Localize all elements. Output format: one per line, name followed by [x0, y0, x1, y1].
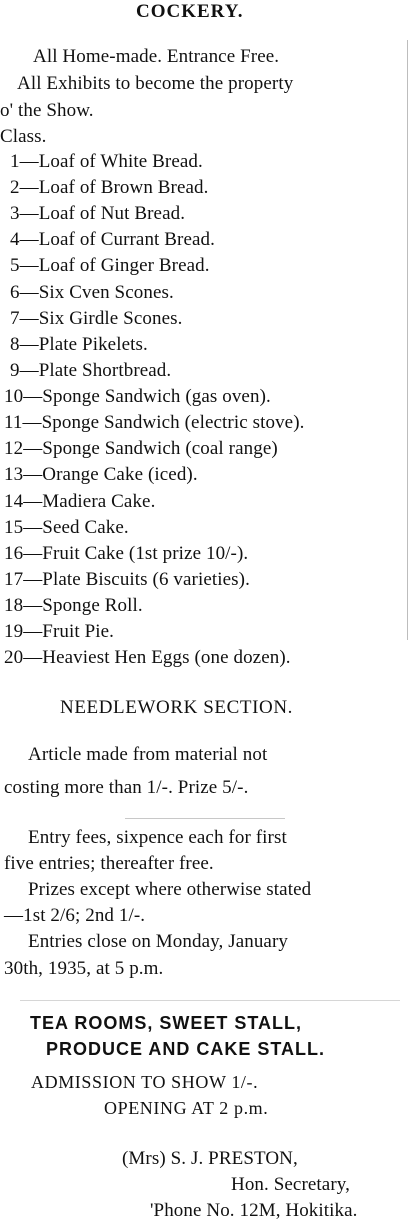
class-item-1: 1—Loaf of White Bread.: [10, 151, 203, 172]
stalls-line-2: PRODUCE AND CAKE STALL.: [46, 1039, 325, 1059]
secretary-phone: 'Phone No. 12M, Hokitika.: [150, 1200, 358, 1221]
class-item-12: 12—Sponge Sandwich (coal range): [4, 438, 278, 459]
class-item-7: 7—Six Girdle Scones.: [10, 308, 183, 329]
class-item-4: 4—Loaf of Currant Bread.: [10, 229, 215, 250]
admission-line: ADMISSION TO SHOW 1/-.: [31, 1072, 259, 1092]
needlework-title: NEEDLEWORK SECTION.: [60, 697, 294, 718]
class-item-13: 13—Orange Cake (iced).: [4, 464, 198, 485]
class-item-11: 11—Sponge Sandwich (electric stove).: [4, 412, 305, 433]
notes-line-2: five entries; thereafter free.: [4, 853, 214, 874]
notes-line-3: Prizes except where otherwise stated: [28, 879, 312, 900]
notes-line-4: —1st 2/6; 2nd 1/-.: [4, 905, 146, 926]
class-item-14: 14—Madiera Cake.: [4, 491, 156, 512]
class-item-16: 16—Fruit Cake (1st prize 10/-).: [4, 543, 249, 564]
class-item-19: 19—Fruit Pie.: [4, 621, 115, 642]
notes-line-1: Entry fees, sixpence each for first: [28, 827, 287, 848]
cookery-title: COCKERY.: [136, 1, 244, 22]
advert-divider: [20, 1000, 400, 1001]
opening-line: OPENING AT 2 p.m.: [104, 1098, 269, 1118]
class-item-15: 15—Seed Cake.: [4, 517, 129, 538]
class-item-8: 8—Plate Pikelets.: [10, 334, 148, 355]
class-item-3: 3—Loaf of Nut Bread.: [10, 203, 186, 224]
class-item-9: 9—Plate Shortbread.: [10, 360, 172, 381]
section-divider: [125, 818, 285, 819]
secretary-role: Hon. Secretary,: [231, 1174, 350, 1195]
class-item-20: 20—Heaviest Hen Eggs (one dozen).: [4, 647, 291, 668]
cookery-intro-1: All Home-made. Entrance Free.: [33, 46, 280, 67]
cookery-intro-2: All Exhibits to become the property: [17, 73, 294, 94]
notes-line-6: 30th, 1935, at 5 p.m.: [4, 958, 164, 979]
needlework-line-2: costing more than 1/-. Prize 5/-.: [4, 777, 249, 798]
class-item-17: 17—Plate Biscuits (6 varieties).: [4, 569, 250, 590]
needlework-line-1: Article made from material not: [28, 744, 268, 765]
class-item-10: 10—Sponge Sandwich (gas oven).: [4, 386, 271, 407]
class-label: Class.: [0, 126, 47, 147]
secretary-name: (Mrs) S. J. PRESTON,: [122, 1148, 298, 1169]
class-item-5: 5—Loaf of Ginger Bread.: [10, 255, 210, 276]
class-item-2: 2—Loaf of Brown Bread.: [10, 177, 209, 198]
stalls-line-1: TEA ROOMS, SWEET STALL,: [30, 1013, 302, 1033]
class-item-18: 18—Sponge Roll.: [4, 595, 143, 616]
class-item-6: 6—Six Cven Scones.: [10, 282, 174, 303]
column-rule: [407, 40, 408, 640]
cookery-intro-3: o' the Show.: [0, 100, 94, 121]
notes-line-5: Entries close on Monday, January: [28, 931, 288, 952]
